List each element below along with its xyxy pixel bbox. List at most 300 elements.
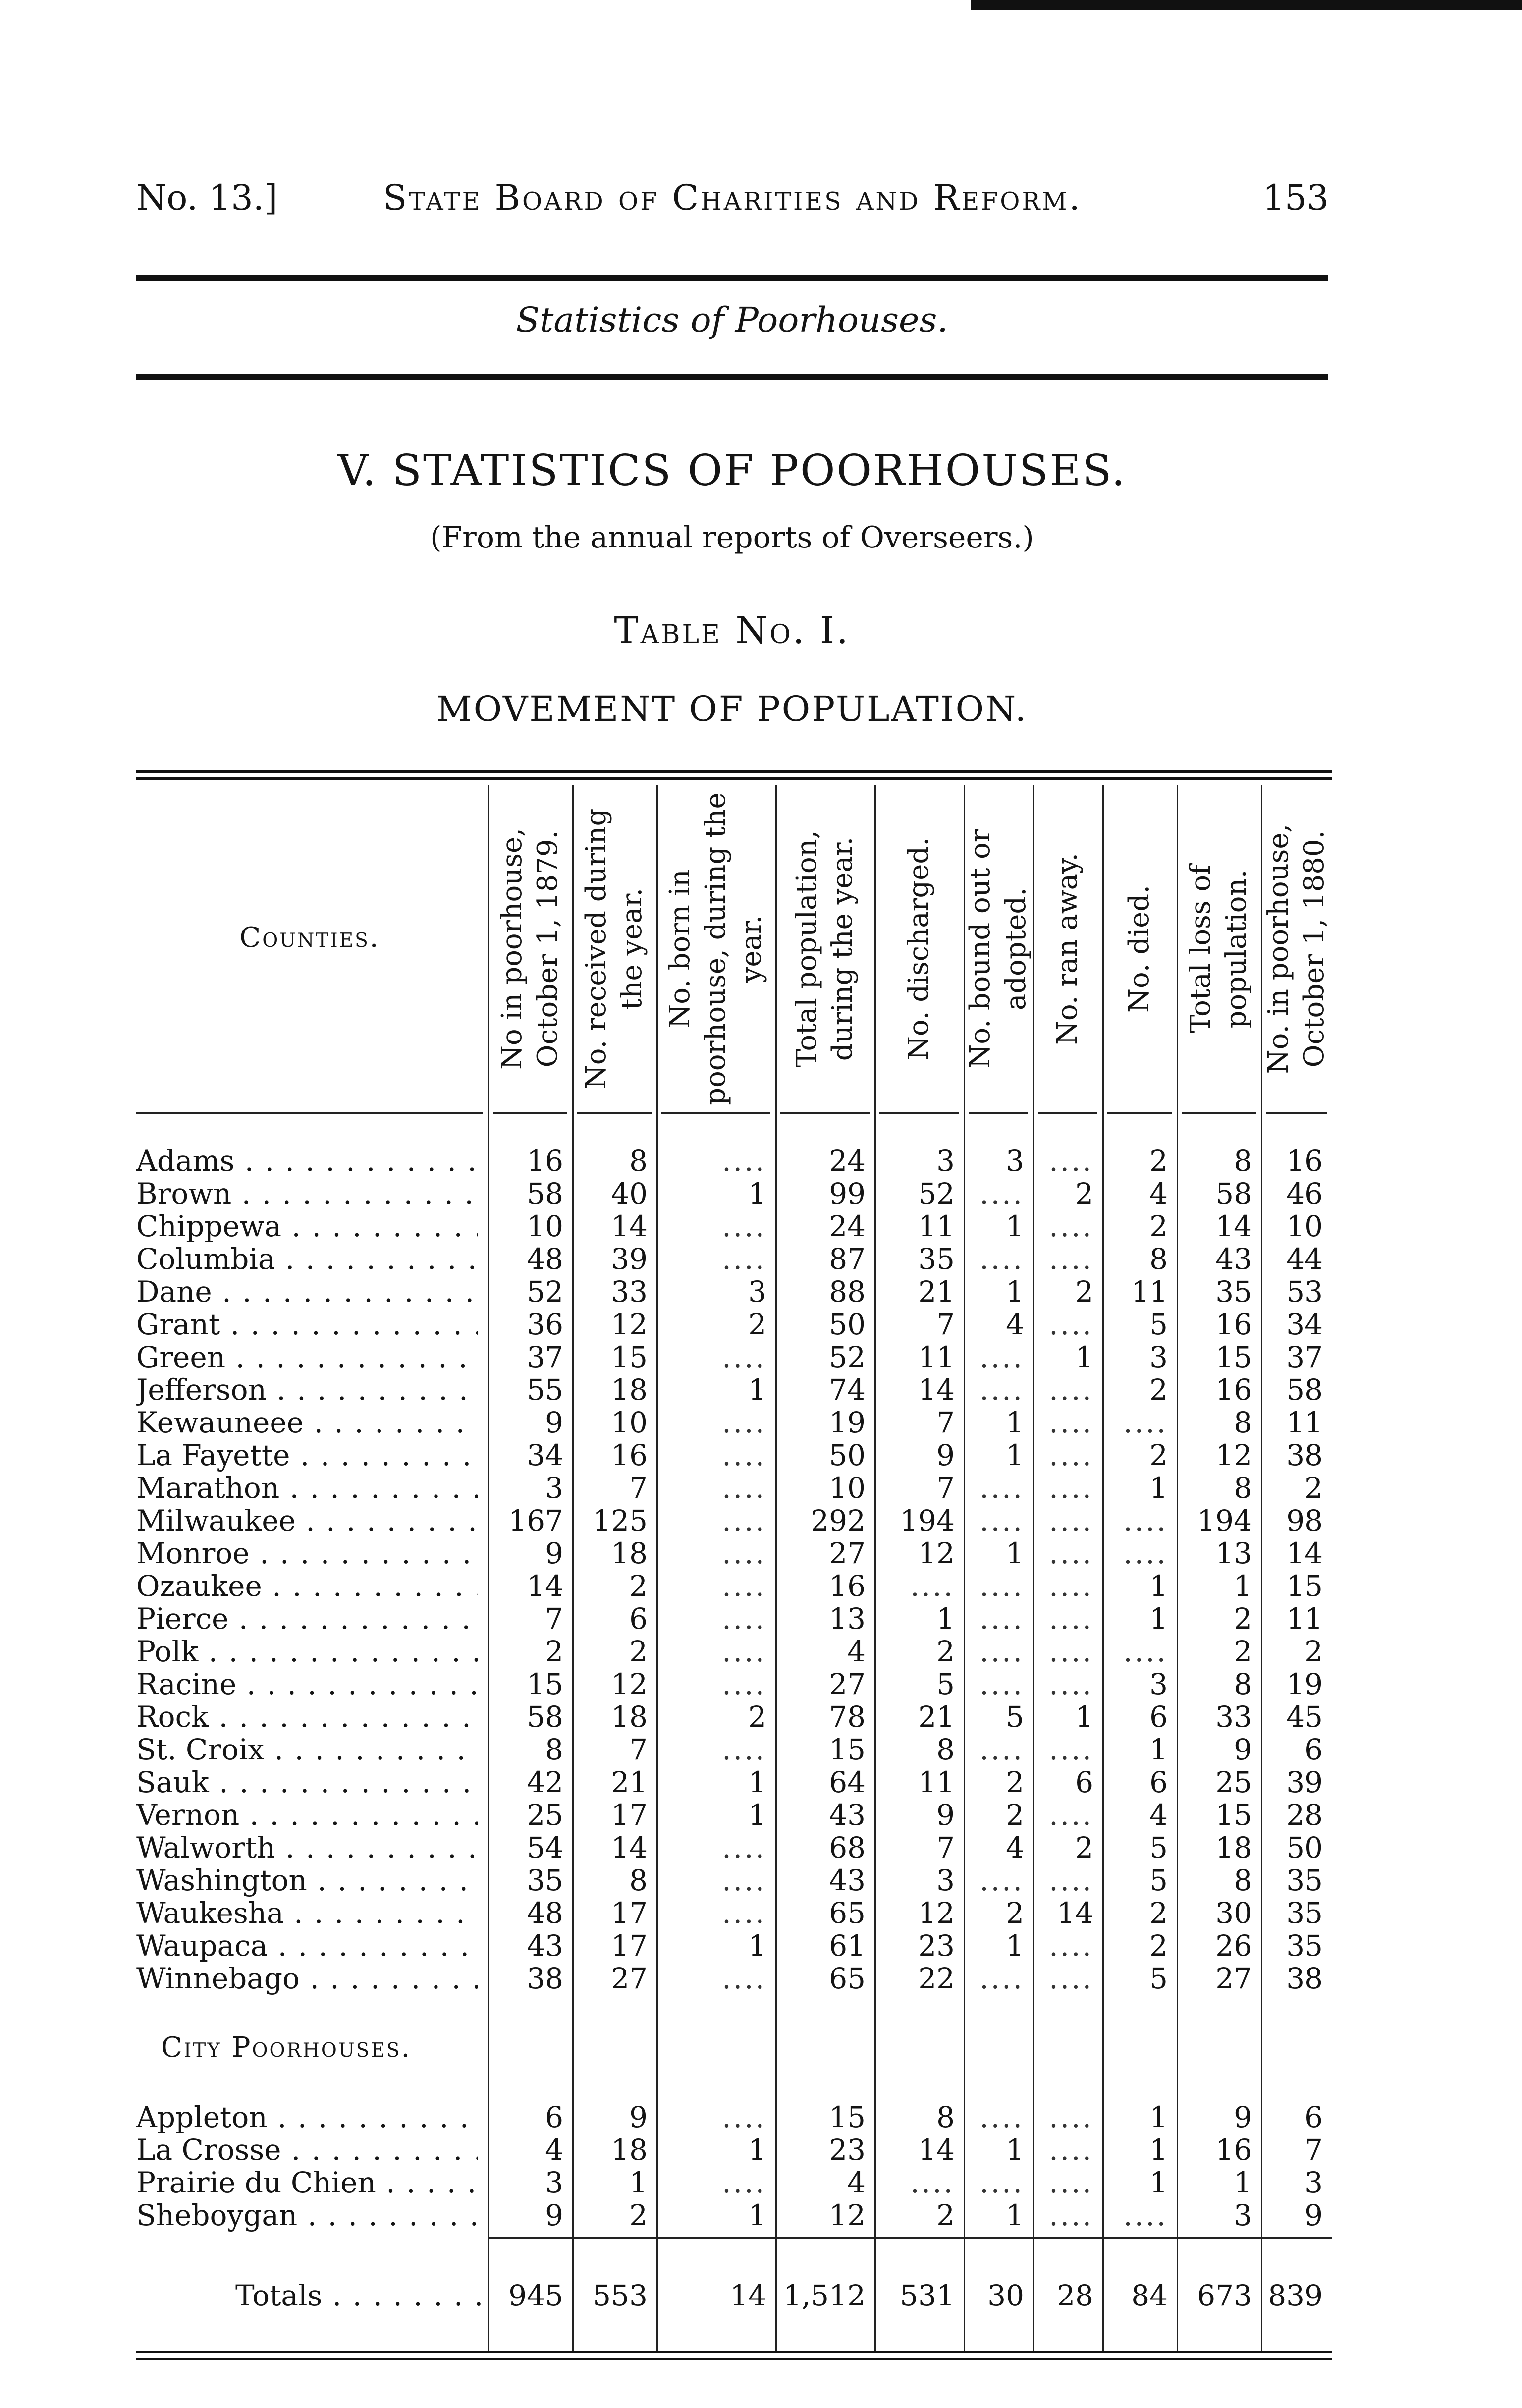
table-cell: ....	[1123, 1504, 1168, 1537]
table-cell: 2	[1149, 1929, 1168, 1963]
table-cell: 5	[1149, 1863, 1168, 1897]
column-header-label: Total loss of population.	[1185, 865, 1252, 1033]
table-cell: ....	[979, 1733, 1024, 1766]
column-header-1	[488, 790, 572, 1107]
row-label: Jefferson . . .	[136, 1373, 478, 1406]
table-cell: 15	[1215, 1798, 1252, 1832]
table-cell: 14	[611, 1209, 648, 1243]
table-cell: 37	[1286, 1340, 1323, 1374]
table-cell: 18	[611, 1536, 648, 1570]
table-row	[136, 1210, 1332, 1243]
table-cell: 1	[1149, 2133, 1168, 2167]
table-cell: 98	[1286, 1504, 1323, 1537]
table-cell: 5	[936, 1667, 955, 1701]
table-cell: 16	[527, 1144, 563, 1178]
table-cell: ....	[1123, 1635, 1168, 1668]
column-header-rule	[1038, 1112, 1097, 1114]
table-cell: 3	[1006, 1144, 1024, 1178]
table-cell: 14	[918, 1373, 955, 1407]
table-cell: 28	[1286, 1798, 1323, 1832]
row-label: Pierce . . .	[136, 1602, 478, 1635]
table-cell: 6	[1075, 1765, 1093, 1799]
row-label: Milwaukee . . .	[136, 1504, 478, 1537]
table-cell: 4	[1006, 1308, 1024, 1341]
row-label: Waupaca . . .	[136, 1929, 478, 1962]
table-cell: 1	[748, 2198, 766, 2232]
section-title: V. STATISTICS OF POORHOUSES.	[337, 446, 1127, 495]
table-cell: 12	[829, 2198, 866, 2232]
table-cell: 19	[1286, 1667, 1323, 1701]
table-cell: 9	[629, 2100, 648, 2134]
table-cell: 1	[1006, 1406, 1024, 1439]
section-subtitle: (From the annual reports of Overseers.)	[430, 520, 1034, 555]
table-cell: 15	[611, 1340, 648, 1374]
table-cell: 1	[1006, 2133, 1024, 2167]
city-poorhouses-header: City Poorhouses.	[161, 2031, 412, 2064]
table-cell: ....	[722, 1863, 766, 1897]
table-cell: 17	[611, 1798, 648, 1832]
table-cell: ....	[1049, 1635, 1093, 1668]
table-cell: 2	[748, 1308, 766, 1341]
table-cell: 35	[527, 1863, 563, 1897]
table-cell: 10	[1286, 1209, 1323, 1243]
table-cell: 1	[1006, 2198, 1024, 2232]
page-number: 153	[1262, 177, 1329, 218]
table-cell: 14	[1215, 1209, 1252, 1243]
table-cell: 10	[527, 1209, 563, 1243]
table-cell: 4	[1149, 1798, 1168, 1832]
table-cell: 15	[527, 1667, 563, 1701]
table-cell: 58	[1286, 1373, 1323, 1407]
row-label: Brown . . .	[136, 1177, 478, 1210]
table-cell: 1	[1149, 2100, 1168, 2134]
column-header-label: No. died.	[1123, 885, 1155, 1013]
table-cell: 2	[1149, 1144, 1168, 1178]
table-cell: 30	[987, 2279, 1024, 2312]
table-cell: 3	[1234, 2198, 1252, 2232]
table-cell: 7	[936, 1308, 955, 1341]
table-cell: ....	[722, 1602, 766, 1636]
table-cell: 6	[629, 1602, 648, 1636]
table-cell: 12	[611, 1308, 648, 1341]
table-cell: 21	[918, 1700, 955, 1734]
table-cell: 1	[1006, 1209, 1024, 1243]
column-header-rule	[661, 1112, 770, 1114]
table-cell: 68	[829, 1831, 866, 1864]
table-cell: 33	[611, 1275, 648, 1309]
column-header-6	[964, 790, 1033, 1107]
table-cell: 167	[508, 1504, 563, 1537]
population-table	[136, 770, 1332, 2366]
table-row	[136, 1177, 1332, 1210]
table-row	[136, 1929, 1332, 1962]
table-cell: 21	[918, 1275, 955, 1309]
table-cell: ....	[722, 1962, 766, 1995]
table-row	[136, 2134, 1332, 2166]
table-cell: 9	[545, 1406, 563, 1439]
row-label: Winnebago . . .	[136, 1962, 478, 1995]
table-cell: 26	[1215, 1929, 1252, 1963]
table-cell: 2	[1149, 1438, 1168, 1472]
row-label: Sheboygan . . .	[136, 2199, 478, 2232]
table-cell: 2	[545, 1635, 563, 1668]
table-cell: 65	[829, 1896, 866, 1930]
table-cell: 30	[1215, 1896, 1252, 1930]
table-cell: 84	[1131, 2279, 1168, 2312]
table-cell: 10	[611, 1406, 648, 1439]
row-label: Racine . . .	[136, 1668, 478, 1700]
table-cell: ....	[1049, 1733, 1093, 1766]
table-cell: 1	[748, 1373, 766, 1407]
table-cell: 58	[527, 1177, 563, 1210]
table-cell: 1	[748, 2133, 766, 2167]
table-cell: 8	[629, 1144, 648, 1178]
totals-row	[136, 2279, 1332, 2312]
table-cell: 40	[611, 1177, 648, 1210]
table-cell: ....	[1049, 1929, 1093, 1963]
row-label: Grant . . .	[136, 1308, 478, 1341]
table-cell: 553	[593, 2279, 648, 2312]
table-row	[136, 2199, 1332, 2232]
row-label: Waukesha . . .	[136, 1897, 478, 1929]
table-cell: 6	[1305, 2100, 1323, 2134]
table-top-rule	[136, 770, 1332, 773]
table-cell: 46	[1286, 1177, 1323, 1210]
table-cell: 61	[829, 1929, 866, 1963]
table-cell: 16	[1286, 1144, 1323, 1178]
table-cell: ....	[1049, 1798, 1093, 1832]
table-cell: 9	[545, 2198, 563, 2232]
table-cell: 4	[847, 1635, 866, 1668]
table-cell: ....	[979, 1242, 1024, 1276]
table-cell: 7	[629, 1471, 648, 1505]
table-cell: 14	[1286, 1536, 1323, 1570]
table-cell: 43	[829, 1863, 866, 1897]
table-title: MOVEMENT OF POPULATION.	[436, 689, 1028, 729]
table-row	[136, 1406, 1332, 1439]
table-cell: 6	[1149, 1700, 1168, 1734]
table-cell: ....	[722, 1667, 766, 1701]
table-cell: 7	[545, 1602, 563, 1636]
table-cell: 35	[1215, 1275, 1252, 1309]
table-cell: 3	[1149, 1340, 1168, 1374]
table-cell: 125	[593, 1504, 648, 1537]
table-cell: ....	[1123, 2198, 1168, 2232]
table-cell: 28	[1057, 2279, 1093, 2312]
table-cell: 8	[936, 2100, 955, 2134]
column-header-5	[874, 790, 964, 1107]
table-cell: 6	[545, 2100, 563, 2134]
table-cell: ....	[979, 1602, 1024, 1636]
table-row	[136, 1799, 1332, 1831]
table-cell: 23	[918, 1929, 955, 1963]
table-cell: 58	[527, 1700, 563, 1734]
table-cell: ....	[1049, 1602, 1093, 1636]
table-cell: 9	[1234, 2100, 1252, 2134]
column-header-rule	[879, 1112, 959, 1114]
table-cell: 1	[1006, 1929, 1024, 1963]
table-number: Table No. I.	[614, 609, 850, 652]
table-cell: 194	[1197, 1504, 1252, 1537]
table-cell: 48	[527, 1242, 563, 1276]
table-cell: 35	[918, 1242, 955, 1276]
table-cell: ....	[1049, 1471, 1093, 1505]
row-label: Kewauneee . . .	[136, 1406, 478, 1439]
row-label: La Fayette . . .	[136, 1439, 478, 1472]
column-header-label: No. born in poorhouse, during the year.	[664, 792, 767, 1105]
running-header	[136, 177, 1329, 217]
table-cell: 7	[936, 1406, 955, 1439]
table-cell: 39	[1286, 1765, 1323, 1799]
table-cell: 12	[1215, 1438, 1252, 1472]
table-cell: ....	[979, 2100, 1024, 2134]
table-cell: 18	[1215, 1831, 1252, 1864]
table-cell: 9	[545, 1536, 563, 1570]
table-cell: 8	[545, 1733, 563, 1766]
table-cell: 33	[1215, 1700, 1252, 1734]
table-row	[136, 1831, 1332, 1864]
table-cell: ....	[1049, 1406, 1093, 1439]
table-cell: 5	[1149, 1962, 1168, 1995]
column-header-rule	[493, 1112, 567, 1114]
table-cell: ....	[722, 1471, 766, 1505]
table-cell: ....	[979, 1471, 1024, 1505]
table-cell: ....	[1049, 1438, 1093, 1472]
table-cell: 11	[1131, 1275, 1168, 1309]
column-header-rule	[1182, 1112, 1256, 1114]
table-row	[136, 1668, 1332, 1700]
table-cell: 35	[1286, 1929, 1323, 1963]
table-cell: 55	[527, 1373, 563, 1407]
table-cell: 3	[936, 1144, 955, 1178]
table-cell: 2	[748, 1700, 766, 1734]
table-cell: ....	[1049, 1144, 1093, 1178]
table-cell: 2	[1305, 1471, 1323, 1505]
table-cell: 4	[1149, 1177, 1168, 1210]
table-cell: 3	[545, 1471, 563, 1505]
table-cell: 1	[1234, 2166, 1252, 2199]
row-label: Marathon . . .	[136, 1472, 478, 1504]
table-cell: 1	[936, 1602, 955, 1636]
column-header-3	[656, 790, 775, 1107]
table-cell: ....	[1049, 1569, 1093, 1603]
table-cell: ....	[979, 1504, 1024, 1537]
table-cell: 2	[629, 1635, 648, 1668]
table-cell: 52	[527, 1275, 563, 1309]
running-title: State Board of Charities and Reform.	[383, 177, 1082, 218]
table-cell: 27	[829, 1667, 866, 1701]
table-cell: 4	[545, 2133, 563, 2167]
row-label: Green . . .	[136, 1341, 478, 1373]
table-cell: 2	[1149, 1209, 1168, 1243]
table-cell: 2	[1075, 1831, 1093, 1864]
table-row	[136, 1341, 1332, 1373]
table-cell: 24	[829, 1144, 866, 1178]
column-header-label: No in poorhouse, October 1, 1879.	[496, 828, 564, 1070]
table-cell: 53	[1286, 1275, 1323, 1309]
table-cell: 48	[527, 1896, 563, 1930]
table-cell: 2	[1006, 1896, 1024, 1930]
row-label: Appleton . . .	[136, 2101, 478, 2134]
column-header-10	[1261, 790, 1332, 1107]
table-cell: 21	[611, 1765, 648, 1799]
table-cell: 1	[1075, 1700, 1093, 1734]
table-cell: 38	[1286, 1962, 1323, 1995]
table-cell: 1	[1006, 1275, 1024, 1309]
table-cell: 292	[811, 1504, 866, 1537]
table-cell: 58	[1215, 1177, 1252, 1210]
table-cell: 8	[1234, 1471, 1252, 1505]
table-cell: ....	[1049, 1242, 1093, 1276]
table-cell: 25	[527, 1798, 563, 1832]
table-cell: 12	[611, 1667, 648, 1701]
table-cell: 11	[918, 1340, 955, 1374]
table-row	[136, 1602, 1332, 1635]
table-cell: ....	[722, 1733, 766, 1766]
table-cell: 2	[1234, 1602, 1252, 1636]
table-cell: 13	[1215, 1536, 1252, 1570]
table-bottom-rule	[136, 2351, 1332, 2353]
table-cell: 8	[1234, 1863, 1252, 1897]
table-bottom-rule-inner	[136, 2358, 1332, 2360]
table-cell: 2	[936, 2198, 955, 2232]
table-cell: 6	[1149, 1765, 1168, 1799]
table-cell: ....	[1049, 1863, 1093, 1897]
table-cell: 2	[1006, 1798, 1024, 1832]
table-cell: ....	[979, 1667, 1024, 1701]
table-cell: 1,512	[783, 2279, 866, 2312]
table-cell: 38	[527, 1962, 563, 1995]
table-cell: 1	[1149, 1733, 1168, 1766]
table-cell: 17	[611, 1896, 648, 1930]
table-row	[136, 1635, 1332, 1668]
table-cell: 16	[611, 1438, 648, 1472]
table-cell: ....	[1049, 1667, 1093, 1701]
row-label: Vernon . . .	[136, 1799, 478, 1831]
table-top-rule-inner	[136, 777, 1332, 780]
table-cell: 2	[629, 2198, 648, 2232]
table-cell: ....	[1049, 1962, 1093, 1995]
table-cell: 65	[829, 1962, 866, 1995]
table-cell: ....	[1049, 1373, 1093, 1407]
table-cell: 2	[936, 1635, 955, 1668]
table-cell: 34	[1286, 1308, 1323, 1341]
table-cell: 2	[1234, 1635, 1252, 1668]
table-cell: ....	[722, 1406, 766, 1439]
top-edge-rule	[971, 0, 1522, 10]
table-cell: 194	[900, 1504, 955, 1537]
table-cell: 11	[918, 1209, 955, 1243]
table-row	[136, 1472, 1332, 1504]
row-label: Washington . . .	[136, 1864, 478, 1897]
row-label: St. Croix . . .	[136, 1733, 478, 1766]
table-cell: 52	[918, 1177, 955, 1210]
table-cell: 11	[918, 1765, 955, 1799]
table-cell: ....	[1123, 1406, 1168, 1439]
table-cell: 9	[936, 1438, 955, 1472]
table-cell: 8	[1234, 1144, 1252, 1178]
table-cell: ....	[1049, 2198, 1093, 2232]
table-cell: 14	[918, 2133, 955, 2167]
table-cell: ....	[1123, 1536, 1168, 1570]
table-cell: 16	[829, 1569, 866, 1603]
table-cell: 531	[900, 2279, 955, 2312]
table-cell: 11	[1286, 1406, 1323, 1439]
table-cell: 2	[1006, 1765, 1024, 1799]
table-cell: 9	[1305, 2198, 1323, 2232]
table-cell: 1	[629, 2166, 648, 2199]
table-cell: ....	[722, 1831, 766, 1864]
table-cell: 1	[1006, 1536, 1024, 1570]
table-cell: 2	[1305, 1635, 1323, 1668]
table-cell: 8	[936, 1733, 955, 1766]
table-cell: 16	[1215, 2133, 1252, 2167]
table-cell: 1	[1149, 1602, 1168, 1636]
row-label: La Crosse . . .	[136, 2134, 478, 2166]
table-cell: 22	[918, 1962, 955, 1995]
table-cell: ....	[722, 1504, 766, 1537]
table-cell: 1	[748, 1798, 766, 1832]
table-cell: 15	[1286, 1569, 1323, 1603]
table-cell: 10	[829, 1471, 866, 1505]
row-label: Prairie du Chien . . .	[136, 2166, 478, 2199]
table-cell: 3	[1305, 2166, 1323, 2199]
row-label: Ozaukee . . .	[136, 1570, 478, 1602]
column-header-label: Total population, during the year.	[791, 830, 859, 1068]
table-cell: ....	[1049, 2133, 1093, 2167]
table-cell: 37	[527, 1340, 563, 1374]
table-cell: ....	[979, 1962, 1024, 1995]
table-cell: 3	[748, 1275, 766, 1309]
table-cell: ....	[722, 1536, 766, 1570]
table-cell: 14	[730, 2279, 766, 2312]
table-cell: 2	[1149, 1896, 1168, 1930]
table-cell: ....	[722, 1340, 766, 1374]
table-cell: ....	[979, 1569, 1024, 1603]
counties-column-header: Counties.	[239, 922, 380, 954]
table-cell: 27	[829, 1536, 866, 1570]
table-cell: 1	[1149, 2166, 1168, 2199]
table-cell: 87	[829, 1242, 866, 1276]
table-cell: 34	[527, 1438, 563, 1472]
table-cell: 839	[1268, 2279, 1323, 2312]
table-cell: 27	[1215, 1962, 1252, 1995]
table-cell: 8	[1234, 1406, 1252, 1439]
table-row	[136, 1733, 1332, 1766]
table-cell: 3	[1149, 1667, 1168, 1701]
table-row	[136, 1766, 1332, 1799]
table-cell: 8	[1234, 1667, 1252, 1701]
table-cell: 8	[629, 1863, 648, 1897]
column-header-rule	[577, 1112, 652, 1114]
table-cell: 23	[829, 2133, 866, 2167]
column-header-label: No. ran away.	[1051, 852, 1084, 1045]
table-cell: 78	[829, 1700, 866, 1734]
table-row	[136, 1537, 1332, 1570]
table-row	[136, 1275, 1332, 1308]
table-row	[136, 1308, 1332, 1341]
column-header-8	[1102, 790, 1177, 1107]
table-row	[136, 1570, 1332, 1602]
table-cell: 7	[629, 1733, 648, 1766]
table-cell: ....	[979, 2166, 1024, 2199]
table-cell: 50	[829, 1308, 866, 1341]
table-row	[136, 1897, 1332, 1929]
totals-rule	[488, 2237, 1332, 2239]
table-cell: 2	[1075, 1275, 1093, 1309]
row-label: Rock . . .	[136, 1700, 478, 1733]
table-cell: ....	[1049, 1536, 1093, 1570]
